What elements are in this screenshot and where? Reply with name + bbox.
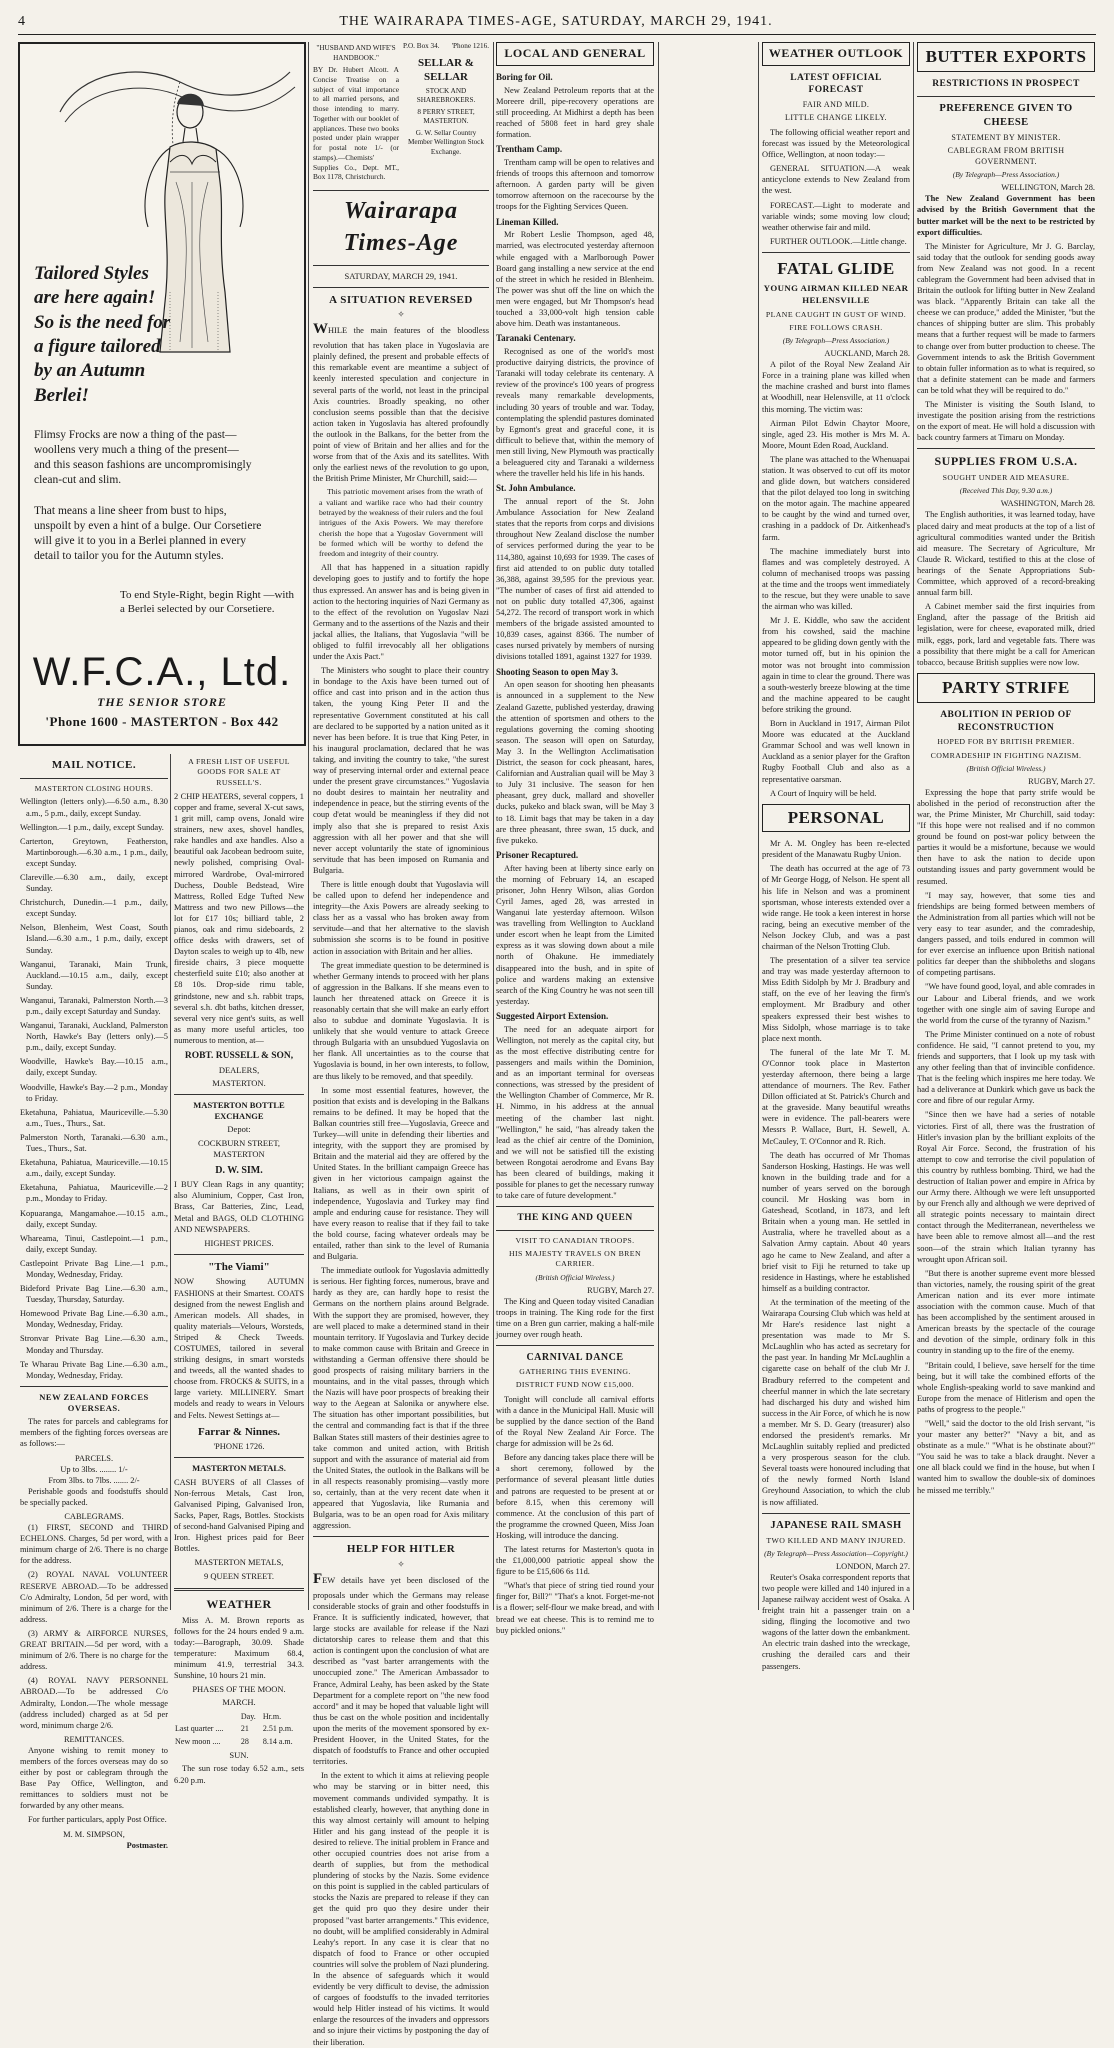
editorial-para: The immediate outlook for Yugoslavia admittedly is serious. Her fighting forces, numerous, brave and hardy as they are, can hardly hope to resist the Germans on the northern plains around Belgrade. With the support they are promised, however, they are well placed to make a determined stand in their mountain territory. If Yugoslavia and Turkey decide to make common cause with Britain and Greece in withstanding a German offensive there should be good prospects of raising military barriers in the mountains, and in the vital passes, through which the Nazis will have poor prospects of breaking their way to the Aegean at Salonika or anywhere else. The situation has other important possibilities, but the central and commanding fact is that if the three Balkan States still masters of their destinies agree to take common and united action, with British support and with the assurance of material aid from the United States, the outlook in the Balkans will be in all respects reasonably promising—vastly more so, certainly, than at the very recent date when it appeared that Yugoslavia, like Rumania and Bulgaria, was to be an open road for Axis military aggression. <box>313 1266 489 1531</box>
fg-dateline: AUCKLAND, March 28. <box>824 349 910 359</box>
local-item-heading: St. John Ambulance. <box>496 483 576 494</box>
handbook-ad <box>313 42 399 185</box>
local-item-heading: Suggested Airport Extension. <box>496 1010 609 1021</box>
viami-body: NOW Showing AUTUMN FASHIONS at their Smartest. COATS designed from the newest English and American models. All shades, in quality materials—Velours, Worsteds, Striped & Check Tweeds. COSTUMES, tailored in several striking designs, in smart worsteds and tweeds, all the wanted shades to choose from. FROCKS & SUITS, in a large variety. MILLINERY. Smart models and ready to wears in Velours and Felts. Newest Settings at— <box>174 1277 304 1420</box>
slogan-line: by an Autumn <box>34 360 146 382</box>
local-item-body: The need for an adequate airport for Wellington, not merely as the capital city, but as the most effective distributing centre for passengers and mails within the Dominion, and as an important terminal for overseas connections, was stressed by the president of the Wellington Chamber of Commerce, Mr R. H. Nimmo, in his address at the annual meeting of the chamber last night. "Wellington," he said, "has already taken the lead as the chief air centre of the Dominion, and we will not be satisfied till the existing between Rongotai aerodrome and Evans Bay has been cleared of buildings, making it possible for planes to get the necessary runway to take care of future development." <box>496 1024 654 1201</box>
king-queen-headline: THE KING AND QUEEN <box>517 1213 633 1224</box>
editorial-para: In some most essential features, however, the position that exists and is developing in the Balkans remains to be defined. It may be hoped that the Balkan countries still free—Yugoslavia, Greece and Turkey—will unite in defending their liberties and integrity, with the support they are promised by Britain and the material aid they are offered by the United States. In the brilliant campaign Greece has given in her victorious campaign against the Italians, as well as in their own spirit of independence, Yugoslavia and Turkey may find ample and enduring cause for resistance. They will have every reason to realise that if they fail to take the bold course, facing whatever ordeals may be entailed, rather than sink to the level of Rumania and Bulgaria. <box>313 1085 489 1262</box>
mail-schedule-item: Woodville, Hawke's Bay.—10.15 a.m., daily, except Sunday. <box>20 1057 168 1078</box>
personal-para: Mr A. M. Ongley has been re-elected president of the Manawatu Rugby Union. <box>762 839 910 860</box>
mail-schedule-item: Wellington (letters only).—6.50 a.m., 8.30 a.m., 5 p.m., daily, except Sunday. <box>20 797 168 818</box>
ad-copy: That means a line sheer from bust to hips, unspoilt by even a hint of a bulge. Our Corsetiere will give it to you in a Berlei planned in every detail to tailor you for the Autumn styles. <box>34 505 262 562</box>
fg-para: Airman Pilot Edwin Chaytor Moore, single, aged 23. His mother is Mrs M. A. Moore, Mount Eden Road, Auckland. <box>762 418 910 450</box>
mail-schedule-item: Homewood Private Bag Line.—6.30 a.m., Monday, Wednesday, Friday. <box>20 1309 168 1330</box>
mail-schedule-item: Bideford Private Bag Line.—6.30 a.m., Tuesday, Thursday, Saturday. <box>20 1284 168 1305</box>
column-rule <box>493 42 494 1610</box>
personal-headline: PERSONAL <box>762 804 910 832</box>
moon-month: MARCH. <box>222 1697 256 1708</box>
fatal-glide-headline: FATAL GLIDE <box>777 258 895 278</box>
su-para: A Cabinet member said the first inquiries from England, after the passage of the British aid legislation, were for cheese, evaporated milk, dried milk, eggs, pork, lard and vegetable fats. There was a possibility that there might be a call for American tobacco, because British supplies were now low. <box>917 602 1095 667</box>
mail-schedule-item: Nelson, Blenheim, West Coast, South Island.—6.30 a.m., 1 p.m., daily, except Sunday. <box>20 923 168 955</box>
personal-para: The presentation of a silver tea service and tray was made yesterday afternoon to Miss Edith Sidolph by Mr J. Bradbury and staff, on the eve of her leaving the firm's employment. Mr Bradbury and other speakers expressed their best wishes to Miss Sidolph, whose marriage is to take place next month. <box>762 956 910 1043</box>
mail-schedule-item: Clareville.—6.30 a.m., daily, except Sunday. <box>20 872 168 894</box>
slogan-line: Berlei! <box>34 384 89 406</box>
column-rule <box>308 42 309 1610</box>
mail-schedule-item: Palmerston North, Taranaki.—6.30 a.m., Tues., Thurs., Sat. <box>20 1132 168 1154</box>
postmaster-title: Postmaster. <box>126 1840 168 1850</box>
weather-report: Miss A. M. Brown reports as follows for the 24 hours ended 9 a.m. today:—Barograph, 30.09. Shade temperature: Maximum 68.4, minimum 41.9, terrestrial 34.3. Sunshine, 10 hours 21 min. <box>174 1615 304 1681</box>
ps-para: The Prime Minister continued on a note of robust confidence. He said, "I cannot pretend to you, my friends and supporters, that I look up my task with any other feeling than that of invincible confidence. That is the feeling which inspires me here today. We had a deliverance at Dunkirk which gave us back the core and fibre of our regular Army. <box>917 1029 1095 1106</box>
sellar-sub: STOCK AND SHAREBROKERS. <box>416 86 476 105</box>
parcels-title: PARCELS. <box>74 1453 114 1463</box>
phone-number: 'Phone 1216. <box>451 42 489 50</box>
bottle-body: I BUY Clean Rags in any quantity; also Aluminium, Copper, Cast Iron, Brass, Car Batteries, Zinc, Lead, Metal and BAGS, OLD CLOTHING AND NEWSPAPERS. <box>174 1180 304 1234</box>
be-para: The Minister for Agriculture, Mr J. G. Barclay, said today that the outlook for sending goods away from New Zealand was not good. In a recent cablegram the Government had been advised that in Britain the outlook for lifting butter in New Zealand was black. "Apparently Britain can take all the cheese we can produce," added the Minister, "but the chances of shipping butter are slim. This probably means that a further request will be made to farmers to change over from butter production to cheese. The Government intends to ask the British Government to obtain fuller information as to what is required, so that a definite statement can be made and farmers can be told what they will be required to do." <box>917 241 1095 395</box>
parcel-rate: Up to 3lbs. ........ 1/- <box>60 1464 128 1474</box>
cable-rate: (3) ARMY & AIRFORCE NURSES, GREAT BRITAIN.—5d per word, with a minimum of 2/6. There is no charge for the address. <box>20 1628 168 1672</box>
ps-sub: COMRADESHIP IN FIGHTING NAZISM. <box>930 750 1082 760</box>
carnival-headline: CARNIVAL DANCE <box>526 1352 624 1363</box>
local-item-body: Trentham camp will be open to relatives and friends of troops this afternoon and tomorrow afternoon. A garden party will be given tomorrow afternoon on the racecourse by the troops for the Fighting Services Queen. <box>496 158 654 212</box>
be-sub: PREFERENCE GIVEN TO CHEESE <box>939 102 1073 128</box>
kq-body: The King and Queen today visited Canadian troops in training. The King rode for the first time on a Bren gun carrier, making a half-mile journey over rough heath. <box>496 1296 654 1339</box>
store-tagline: THE SENIOR STORE <box>97 695 227 709</box>
fg-para: A pilot of the Royal New Zealand Air Force in a training plane was killed when the machine crashed and burst into flames at Woodhill, near Helensville, at 11 o'clock this morning. The victim was: <box>762 360 910 414</box>
wo-para: FURTHER OUTLOOK.—Little change. <box>770 236 907 246</box>
wo-sub: FAIR AND MILD. <box>802 99 870 109</box>
local-item-body: The annual report of the St. John Ambulance Association for New Zealand states that the reports from corps and divisions throughout New Zealand disclose the number of services performed during the year to be 114,380, against 10,693 for 1939. The cases of first aid attended to on public duty totalled 36,388, against 39,595 for the previous year. "The number of cases of first aid attended to not on public duty totalled 47,306, against 54,272. The record of transport work in which members of the brigade assisted amounted to 10,839 cases, against 8366. The number of cases nursed privately by members of nursing divisions totalled 1891, against 1327 for 1939. <box>496 497 654 662</box>
remit-text: For further particulars, apply Post Office. <box>28 1815 167 1825</box>
ps-para: "But there is another supreme event more blessed than victories, namely, the rousing spirit of the great American nation and its ever more intimate association with the common cause. Much of that has been accomplished by the sentiment aroused in American breasts by the spectacle of the courage and devotion of the simple, ordinary folk in this country in standing up to the fire of the enemy. <box>917 1268 1095 1356</box>
column-rule <box>170 754 171 1610</box>
fg-sub: YOUNG AIRMAN KILLED NEAR HELENSVILLE <box>763 283 909 305</box>
be-source: (By Telegraph—Press Association.) <box>952 170 1060 180</box>
handbook-title: "HUSBAND AND WIFE'S HANDBOOK." <box>316 44 396 62</box>
editorial-date: SATURDAY, MARCH 29, 1941. <box>344 270 458 281</box>
remit-text: Anyone wishing to remit money to members of the forces overseas may do so either by post or cablegram through the Base Pay Office, Wellington, and remittances to soldiers must not be forwarded by any other means. <box>20 1745 168 1811</box>
classifieds <box>174 754 304 1785</box>
local-item-heading: Trentham Camp. <box>496 144 563 155</box>
local-item-body: An open season for shooting hen pheasants is announced in a supplement to the New Zealand Gazette, published yesterday, drawing the attention of sportsmen and others to the regulations governing the coming shooting season. The season will open on Saturday, May 3. In the Wellington Acclimatisation District, the season for cock pheasant, hares, Californian and Australian quail will be May 3 to July 31 inclusive. The season for hen pheasant, grey duck, mallard and shoveller ducks, pukeko and black swan, will be May 3 to 18. Limit bags that may be taken in a day are three pheasant, three swan, 15 duck, and five pukeko. <box>496 680 654 845</box>
mail-schedule-item: Wanganui, Taranaki, Palmerston North.—3 p.m., daily except Saturday and Sunday. <box>20 995 168 1016</box>
wo-para: GENERAL SITUATION.—A weak anticyclone extends to New Zealand from the west. <box>762 164 910 196</box>
local-item-heading: Boring for Oil. <box>496 71 553 82</box>
local-item-body: After having been at liberty since early on the morning of February 14, an escaped prisoner, John Henry Wilson, alias Gordon Cyril James, aged 28, was arrested in Wanganui late yesterday afternoon. Wilson was travelling from Wellington to Auckland under escort when he leapt from the Limited express as it was slowing down about a mile north of Ohakune. He immediately disappeared into the bush, and in spite of police and wardens making an extensive search of the King Country he was not seen till yesterday. <box>496 863 654 1006</box>
jap-source: (By Telegraph—Press Association—Copyright.) <box>764 1548 908 1558</box>
hitler-para: In the extent to which it aims at relieving people who may be starving or in bitter need, this movement commands undivided sympathy. It is established clearly, however, that anything done in this way almost certainly will amount to helping Hitler and his gang instead of the people it is desired to relieve. The initial problem in France and other occupied countries does not arise from a dearth of supplies, but from the methodical plundering of stocks by the Nazis. Some evidence on this point is supplied in the cabled particulars of stocks the Nazis are prepared to release if they can get the quid pro quo they desire under their proposed "vast barter arrangements." This evidence, no doubt, will be amplified considerably in Admiral Leahy's report. In any case it is clear that no dispatch of food to France or other occupied countries will solve the problem of Nazi plundering. In the absence of safeguards which it would evidently be very difficult to devise, the admission of cargoes of foodstuffs to the invaded territories would help Hitler instead of his victims. It would enlarge the resources of the invaders and oppressors and so injure their victims by postponing the day of their liberation. <box>313 1771 489 2047</box>
fg-sub: FIRE FOLLOWS CRASH. <box>789 322 883 332</box>
editorial-para: The great immediate question to be determined is whether Germany intends to proceed with her plans of aggression in the Balkans. If she means even to launch her threatened attack on Greece it is reasonably certain that she will make an early effort also to subdue and dominate Yugoslavia. It is unlikely that she would venture to attack Greece through Bulgaria with an unsubdued Yugoslavia on her flank. All uncertainties as to the course that Yugoslavia is bound, in her own interests, to follow, are thus likely to be removed, and that speedily. <box>313 960 489 1081</box>
po-box: P.O. Box 34. <box>403 42 440 50</box>
su-dateline: WASHINGTON, March 28. <box>1000 499 1095 509</box>
be-lead: The New Zealand Government has been advised by the British Government that the butter market will be the next to be restricted by export difficulties. <box>917 194 1095 237</box>
sellar-member: G. W. Sellar Country Member Wellington Stock Exchange. <box>408 128 484 156</box>
cable-rate: (2) ROYAL NAVAL VOLUNTEER RESERVE ABROAD.—To be addressed C/o Admiralty, London, 5d per word, with minimum of 2/6. There is a charge for the address. <box>20 1570 168 1624</box>
personal-para: At the termination of the meeting of the Wairarapa Coursing Club which was held at Mr Hare's residence last night a presentation was made to Mr S. McLaughlin who has acted as secretary for the past year. In handing Mr McLaughlin a cigarette case on behalf of the club Mr J. Bradbury referred to the competent and cheerful manner in which the late secretary had discharged his duty and wished him success in the Air Force, of which he is now a member. Mr S. D. Geary (treasurer) also endorsed the president's remarks. Mr McLaughlin suitably replied and predicted a very prosperous season for the club. Several toasts were honoured including that of the newly formed North Island Greyhound Association, to which the club is now affiliated. <box>762 1297 910 1507</box>
column-rule <box>913 42 914 1610</box>
newspaper-masthead: Wairarapa Times-Age <box>343 198 459 256</box>
wo-sub: LATEST OFFICIAL FORECAST <box>790 72 882 96</box>
local-item-body: New Zealand Petroleum reports that at the Moreere drill, pipe-recovery operations are still proceeding. At Midhirst a depth has been reached of 5808 feet in hard grey shale formation. <box>496 85 654 140</box>
rail-smash-headline: JAPANESE RAIL SMASH <box>770 1519 902 1531</box>
ps-para: "Britain could, I believe, save herself for the time being, but it will take the combined efforts of the whole English-speaking world to save mankind and Europe from the menace of Hitlerism and open the paths of progress to the people." <box>917 1360 1095 1414</box>
jap-dateline: LONDON, March 27. <box>836 1561 910 1571</box>
personal-para: The death has occurred at the age of 73 of Mr George Hogg, of Nelson. He spent all his life in Nelson and was a prominent sportsman, whose interests extended over a wide range. He took a keen interest in horse racing, being an executive member of the Nelson Jockey Club, and was a past chairman of the Nelson Trotting Club. <box>762 864 910 951</box>
news-column <box>762 42 910 1671</box>
mail-schedule-item: Carterton, Greytown, Featherston, Martinborough.—6.30 a.m., 1 p.m., daily, except Sunday. <box>20 836 168 868</box>
mail-schedule-item: Whareama, Tinui, Castlepoint.—1 p.m., daily, except Sunday. <box>20 1233 168 1254</box>
be-sub: STATEMENT BY MINISTER. <box>951 132 1061 142</box>
ps-sub: ABOLITION IN PERIOD OF RECONSTRUCTION <box>940 710 1072 733</box>
ps-sub: HOPED FOR BY BRITISH PREMIER. <box>937 737 1075 747</box>
slogan-line: a figure tailored <box>34 335 161 357</box>
wo-para: FORECAST.—Light to moderate and variable winds; some moving low cloud; weather otherwise fair and mild. <box>762 200 910 232</box>
mail-schedule-item: Eketahuna, Pahiatua, Mauriceville.—10.15 a.m., daily, except Sunday. <box>20 1158 168 1179</box>
remit-title: REMITTANCES. <box>63 1734 125 1744</box>
running-masthead: THE WAIRARAPA TIMES-AGE, SATURDAY, MARCH 29, 1941. <box>339 14 773 29</box>
wo-para: The following official weather report and forecast was issued by the Meteorological Office, Wellington, at noon today:— <box>762 127 910 160</box>
cables-title: CABLEGRAMS. <box>64 1512 124 1521</box>
weather-outlook-headline: WEATHER OUTLOOK <box>762 42 910 66</box>
bottle-title: MASTERTON BOTTLE EXCHANGE <box>193 1099 285 1122</box>
firm-name: W.F.C.A., Ltd. <box>32 650 292 694</box>
ps-dateline: RUGBY, March 27. <box>1028 776 1095 786</box>
local-item-heading: Shooting Season to open May 3. <box>496 666 619 677</box>
ps-para: Expressing the hope that party strife would be abolished in the period of reconstruction after the war, the Prime Minister, Mr Churchill, said today: "If this hope were not realised and if no common ground be found on post-war policy between the parties it would be a misfortune, because we would then have to ask the nation to decide upon outstanding issues and party government would be resumed. <box>917 787 1095 886</box>
sun-times: The sun rose today 6.52 a.m., sets 6.20 p.m. <box>174 1764 304 1785</box>
handbook-body: BY Dr. Hubert Alcott. A Concise Treatise on a subject of vital importance to all married persons, and those intending to marry. Together with our booklet of appliances. These two books posted under plain wrapper for postal note 1/- (or stamps).—Chemists' Supplies Co., Dept. MT., Box 1178, Christchurch. <box>313 65 399 182</box>
russell-firm: ROBT. RUSSELL & SON, <box>184 1051 294 1061</box>
fg-source: (By Telegraph—Press Association.) <box>782 336 890 346</box>
weather-title: WEATHER <box>206 1596 272 1611</box>
mail-schedule-item: Eketahuna, Pahiatua, Mauriceville.—2 p.m., Monday to Friday. <box>20 1183 168 1204</box>
mail-schedule-item: Te Wharau Private Bag Line.—6.30 a.m., Monday, Wednesday, Friday. <box>20 1359 168 1380</box>
wo-sub: LITTLE CHANGE LIKELY. <box>785 113 887 123</box>
mail-schedule <box>20 796 168 1380</box>
fg-para: The machine immediately burst into flames and was completely destroyed. A column of mechanised troops was passing at the time and the troops went immediately to the rescue, but they were unable to save the airman who was killed. <box>762 546 910 612</box>
slogan-line: are here again! <box>34 287 156 309</box>
be-dateline: WELLINGTON, March 28. <box>1001 183 1095 193</box>
kq-sub: HIS MAJESTY TRAVELS ON BREN CARRIER. <box>509 1249 641 1269</box>
butter-headline: BUTTER EXPORTS <box>925 47 1087 66</box>
local-general-headline: LOCAL AND GENERAL <box>496 42 654 66</box>
postmaster-name: M. M. SIMPSON, <box>63 1829 125 1839</box>
local-items <box>496 72 654 1201</box>
right-column <box>917 42 1095 1610</box>
metals-name: MASTERTON METALS, <box>194 1557 284 1568</box>
moon-table: Day. Hr.m. Last quarter .... 21 2.51 p.m. New moon .... 28 8.14 a.m. <box>175 1711 294 1746</box>
metals-body: CASH BUYERS of all Classes of Non-ferrous Metals, Cast Iron, Galvanised Piping, Galvanised Iron, Sacks, Paper, Rags, Bottles. Stockists of second-hand Galvanised Piping and Iron. Highest prices paid for Beer Bottles. <box>174 1477 304 1554</box>
viami-title: "The Viami" <box>208 1260 270 1273</box>
ad-copy: To end Style-Right, begin Right —with a Berlei selected by our Corsetiere. <box>120 589 295 616</box>
mail-schedule-item: Stronvar Private Bag Line.—6.30 a.m., Monday and Thursday. <box>20 1334 168 1355</box>
mail-notice <box>20 754 168 1850</box>
cable-rate: (1) FIRST, SECOND and THIRD ECHELONS. Charges, 5d per word, with a minimum charge of 2/6. There is no charge for the address. <box>20 1523 168 1566</box>
editorial-para: All that has happened in a situation rapidly developing goes to justify and to fortify the hope thus expressed. An answer has and is being given in action to the hectoring inquiries of Nazi Germany as to the effect of the revolution on Yugoslav Nazi Germany and to the assertions of the Nazis and their jackal allies, the Italians, that Yugoslavia "will be obliged to fulfil irrevocably all her obligations under the Axis Pact." <box>313 563 489 662</box>
ps-joke: "Well," said the doctor to the old Irish servant, "is your master any better?" "Navy a bit, and as obstinate as a mule." "What is he obstinate about?" "You said he was to take a black draught. Never a one all black could we find in the house, but when I wanted him to swallow the double-six of dominoes he missed me terribly." <box>917 1418 1095 1495</box>
party-strife-headline: PARTY STRIFE <box>942 677 1070 697</box>
su-source: (Received This Day, 9.30 a.m.) <box>959 486 1053 496</box>
local-general-column <box>496 42 654 1635</box>
personal-para: The death has occurred of Mr Thomas Sanderson Hosking, Hastings. He was well known in the building trade and for a number of years served on the borough council. Mr Hosking was born in Gateshead, Scotland, in 1873, and left Britain when a young man. He settled in Australia, where he travelled about as a Salvation Army captain. About 40 years ago he came to New Zealand, and after a brief visit to Fiji he returned to take up residence in Hastings, where he established himself as a building contractor. <box>762 1150 910 1293</box>
bottle-owner: D. W. SIM. <box>215 1165 263 1177</box>
mail-schedule-item: Wanganui, Taranaki, Auckland, Palmerston North, Hawke's Bay (letters only).—5 p.m., daily, except Sunday. <box>20 1021 168 1053</box>
hitler-headline: HELP FOR HITLER <box>346 1543 456 1556</box>
be-sub: RESTRICTIONS IN PROSPECT <box>932 79 1080 90</box>
ps-para: "We have found good, loyal, and able comrades in our Labour and Liberal friends, and we work together with one single aim of saving Europe and the world from the curse of the tyranny of Nazism." <box>917 982 1095 1025</box>
carnival-joke: "What's that piece of string tied round your finger for, Bill?" "That's a knot. Forget-me-not is a flower; self-flour we make bread, and with bread we eat cheese. This is to remind me to buy pickled onions." <box>496 1581 654 1635</box>
carnival-sub: DISTRICT FUND NOW £15,000. <box>515 1380 635 1390</box>
hitler-para: FEW details have yet been disclosed of the proposals under which the Germans may release considerable stocks of grain and other foodstuffs in France. It is sufficiently indicated, however, that large stocks are available for release if the Nazi dictatorship cares to release them and that this action is contingent upon the conclusion of what are described as "vast barter arrangements with the unoccupied zone." The American Ambassador to France, Admiral Leahy, has been asked by the State Department for a complete report on "the new food accord" and it may be hoped that valuable light will thus be cast on the whole position and incidentally upon the merits of the movement sponsored by ex-President Hoover, in the United States, for the dispatch of foodstuffs to France and other occupied territories. <box>313 1571 489 1767</box>
kq-source: (British Official Wireless.) <box>535 1272 615 1282</box>
farrar-firm: Farrar & Ninnes. <box>198 1425 280 1438</box>
mail-schedule-item: Eketahuna, Pahiatua, Mauriceville.—5.30 a.m., Tues., Thurs., Sat. <box>20 1107 168 1128</box>
mail-schedule-item: Christchurch, Dunedin.—1 p.m., daily, except Sunday. <box>20 898 168 919</box>
be-para: The Minister is visiting the South Island, to investigate the position arising from the restrictions on the export of meat. He will hold a discussion with back country farmers at Timaru on Monday. <box>917 400 1095 443</box>
local-item-heading: Taranaki Centenary. <box>496 333 576 344</box>
fg-sub: PLANE CAUGHT IN GUST OF WIND. <box>765 309 907 319</box>
page-header <box>18 10 1096 35</box>
mail-schedule-item: Castlepoint Private Bag Line.—1 p.m., Monday, Wednesday, Friday. <box>20 1258 168 1279</box>
mail-schedule-item: Woodville, Hawke's Bay.—2 p.m., Monday to Friday. <box>20 1082 168 1103</box>
overseas-intro: The rates for parcels and cablegrams for members of the fighting forces overseas are as follows:— <box>20 1417 168 1449</box>
butter-headline-box <box>917 42 1095 72</box>
ps-para: "Since then we have had a series of notable victories. First of all, there was the frustration of Hitler's invasion plan by the brilliant exploits of the Royal Air Force. Second, the frustration of his attempt to cow and terrorise the civil population of this country by ruthless bombing. Third, we had the destruction of Italian power and empire in Africa by our Army there. Although we were left unsupported by our French ally and although we were deprived of all strategic points necessary to maintain direct contact through the Mediterranean, nevertheless we have been able to remove almost all—and the rest soon—of the strain which Italian tyranny has wrought upon African soil. <box>917 1110 1095 1264</box>
editorial-para: WHILE the main features of the bloodless revolution that has taken place in Yugoslavia are plainly defined, the present and probable effects of this remarkable event are meantime a subject of keenly interested speculation and conjecture in several parts of the world, not least in the principal Axis countries. Broadly speaking, no other conclusion seems possible than that the decisive action taken in Yugoslavia has altered profoundly the outlook in the Balkans, for the better from the point of view of Britain and her allies and for the worse from that of the Axis and its satellites. With only the earliest news of the revolution to go upon, the British Prime Minister, Mr Churchill, said:— <box>313 321 489 484</box>
fg-para: Mr J. E. Kiddle, who saw the accident from his cowshed, said the machine appeared to be gliding down gently with the motor turned off, but in his opinion the motor was not brought into commission again in time to clear the ground. There was a south-westerly breeze blowing at the time and the machine appeared to be caught before striking the ground. <box>762 616 910 714</box>
cable-rate: (4) ROYAL NAVY PERSONNEL ABROAD.—To be addressed C/o Admiralty, London.—The whole message (address included) charged as at 5d per word, minimum charge 2/6. <box>20 1676 168 1730</box>
kq-dateline: RUGBY, March 27. <box>587 1285 654 1295</box>
bottle-address: COCKBURN STREET, MASTERTON <box>197 1137 281 1159</box>
mail-schedule-item: Kopuaranga, Mangamahoe.—10.15 a.m., daily, except Sunday. <box>20 1208 168 1229</box>
local-item-body: Mr Robert Leslie Thompson, aged 48, married, was electrocuted yesterday afternoon while engaged with a Marlborough Power Board gang installing a new service at the end of the street in which he resided in Blenheim. The power was shut off the line on which the men were engaged, but Mr Thompson's head touched a 33,000-volt high tension cable above him. Death was instantaneous. <box>496 230 654 329</box>
fg-para: The plane was attached to the Whenuapai station. It was observed to cut off its motor and glide down, but watchers considered that the pilot delayed too long in switching on the motor again. The machine appeared to be caught by the wind and turned over, crashing in a paddock of Dr. Aitkenhead's farm. <box>762 454 910 542</box>
supplies-headline: SUPPLIES FROM U.S.A. <box>934 454 1078 469</box>
jap-body: Reuter's Osaka correspondent reports that two people were killed and 140 injured in a Japanese railway accident west of Osaka. A freight train hit a passenger train on a siding, flinging the locomotive and two wagons of the latter down the embankment. An electric train dashed into the wreckage, crushing the derailed cars and their passengers. <box>762 1572 910 1671</box>
editorial-headline: A SITUATION REVERSED <box>329 293 473 306</box>
kq-sub: VISIT TO CANADIAN TROOPS. <box>515 1235 635 1245</box>
sellar-address: 8 PERRY STREET, MASTERTON. <box>417 107 475 126</box>
farrar-phone: 'PHONE 1726. <box>213 1441 265 1452</box>
slogan-line: So is the need for <box>34 311 171 333</box>
mail-title: MAIL NOTICE. <box>51 759 137 771</box>
carnival-para: Tonight will conclude all carnival efforts with a dance in the Municipal Hall. Music will be supplied by the dance section of the Band of the Royal New Zealand Air Force. The charge for admission will be 2s 6d. <box>496 1394 654 1449</box>
editorial-column: "HUSBAND AND WIFE'S HANDBOOK." BY Dr. Hubert Alcott. A Concise Treatise on a subject of vital importance to all married persons, and those intending to marry. Together with our booklet of appliances. These two books posted under plain wrapper for postal note 1/- (or stamps).—Chemists' Supplies Co., Dept. MT., Box 1178, Christchurch. P.O. Box 34. 'Phone 1216. SELLAR & SELLAR STOCK AND SHAREBROKERS. 8 PERRY STREET, MASTERTON. G. W. Sellar Country Member Wellington Stock Exchange. Wairarapa Times-Age SATURDAY, MARCH 29, 1941. A SITUATION REVERSED ✧ WHILE the main features of the bloodless revolution that has taken place in Yugoslavia are plainly defined, the present and probable effects of this remarkable event are meantime a subject of keenly interested speculation and conjecture in several parts of the world, not least in the principal Axis countries. Broadly speaking, no other conclusion seems possible than that the decisive action taken in Yugoslavia has altered profoundly the outlook in the Balkans, for the better from the point of view of Britain and her allies and for the worse from that of the Axis and its satellites. With only the earliest news of the revolution to go upon, the British Prime Minister, Mr Churchill, said:— This patriotic movement arises from the wrath of a valiant and warlike race who had their country betrayed by the weakness of their rulers and the foul intrigues of the Axis Powers. We may therefore cherish the hope that a Yugoslav Government will be formed which will be worthy to defend the freedom and integrity of their country. All that has happened in a situation rapidly developing goes to justify and to fortify the hope thus expressed. An answer has and is being given in action to the hectoring inquiries of Nazi Germany as to the effect of the revolution on Yugoslav Nazi Germany and to the assertions of the Nazis and their jackal allies, the Italians, that Yugoslavia "will be obliged to fulfil irrevocably all her obligations under the Axis Pact." The Ministers who sought to place their country in bondage to the Axis have been turned out of office and cast into prison and in the action thus taken, the young King Peter II and the representative Government constituted at his call are declared to be supported by a nation united as it never has been before. It is true that King Peter, in his inaugural proclamation, declared that he was taking, and inviting the country to take, "the surest way of preserving internal order and external peace under the present grave circumstances." Yugoslavia no doubt desires to maintain her neutrality and independence in peace, but the stirring events of the coup d'etat would be meaningless if they did not imply also that she is prepared to resist Axis aggression with all her power and that she will never accept voluntarily the state of ignominious servitude that has been imposed on Rumania and Bulgaria. There is little enough doubt that Yugoslavia will be called upon to defend her independence and integrity—the Axis Powers are already seeking to class her as a vassal who has broken away from servitude—and that her alternative to the slavish submission she scorns is to be found in positive action in association with Britain and her allies. The great immediate question to be determined is whether Germany intends to proceed with her plans of aggression in the Balkans. If she means even to launch her threatened attack on Greece it is reasonably certain that she will make an early effort also to subdue and dominate Yugoslavia. It is unlikely that she would venture to attack Greece through Bulgaria with an unsubdued Yugoslavia on her flank. All uncertainties as to the course that Yugoslavia is bound, in her own interests, to follow, are thus likely to be removed, and that speedily. In some most essential features, however, the position that exists and is developing in the Balkans remains to be defined. It may be hoped that the Balkan countries still free—Yugoslavia, Greece and Turkey—will unite in defending their liberties and integrity, with the support they are promised by Britain and the material aid they are offered by the United States. In the brilliant campaign Greece has given in her victorious campaign against the Italians, as well as in their own spirit of independence, Yugoslavia and Turkey may find ample and enduring cause for resistance. They will have every reason to realise that if they fail to take the bold course, facing whatever ordeals may be entailed, rather than sink to the level of Rumania and Bulgaria. The immediate outlook for Yugoslavia admittedly is serious. Her fighting forces, numerous, brave and hardy as they are, can hardly hope to resist the Germans on the northern plains around Belgrade. With the support they are promised, however, they are well placed to make a determined stand in their mountain territory. If Yugoslavia and Turkey decide to make common cause with Britain and Greece in withstanding a German offensive there should be good prospects of raising military barriers in the mountains, and in the vital passes, through which the Nazis will have poor prospects of breaking their way to the Aegean at Salonika or anywhere else. The situation has other important possibilities, but the central and commanding fact is that if the three Balkan States still masters of their destinies agree to take common and united action, with British support and with the assurance of material aid from the United States, the outlook in the Balkans will be in all respects reasonably promising—vastly more so, certainly, than at the very recent date when it appeared that Yugoslavia, like Rumania and Bulgaria, was to be an open road for Axis military aggression. HELP FOR HITLER ✧ FEW details have yet been disclosed of the proposals under which the Germans may release considerable stocks of grain and other foodstuffs in France. It is sufficiently indicated, however, that large stocks are available for release if the Nazi dictatorship cares to release them and that this action is contingent upon the conclusion of what are described as "vast barter arrangements with the unoccupied zone." The American Ambassador to France, Admiral Leahy, has been asked by the State Department for a complete report on "the new food accord" and it may be hoped that valuable light will thus be cast on the whole position and incidentally upon the merits of the movement sponsored by ex-President Hoover, in the United States, for the dispatch of foodstuffs to France and other occupied territories. In the extent to which it aims at relieving people who may be starving or in bitter need, this movement commands undivided sympathy. It is established clearly, however, that anything done in this way almost certainly will amount to helping Hitler and his gang instead of the people it is desired to relieve. The initial problem in France and other occupied countries does not arise from a dearth of supplies, but from the methodical plundering of stocks by the Nazis. Some evidence on this point is supplied in the cabled particulars of stocks the Nazis are prepared to release if they can get the quid pro quo they desire under their proposed "vast barter arrangements." This evidence, no doubt, will be amplified considerably in Admiral Leahy's report. In any case it is clear that no dispatch of food to France or other occupied countries will solve the problem of Nazi plundering. In the absence of safeguards which it would evidently be very difficult to devise, the admission of cargoes of foodstuffs to the invaded territories would help Hitler instead of his victims. It would enlarge the resources of the invaders and oppressors and so injure their victims by postponing the day of their liberation. <box>313 42 489 2047</box>
russell-ad-title: A FRESH LIST OF USEFUL GOODS FOR SALE AT RUSSELL'S. <box>188 757 290 787</box>
local-item-body: Recognised as one of the world's most productive dairying districts, the province of Taranaki will today celebrate its centenary. A review of the province's 100 years of progress reveals many remarkable developments, including 30 years of trouble and war. Today, contemplating the splendid pastures dominated by Egmont's great and graceful cone, it is difficult to believe that, within the memory of men still living, New Plymouth was practically a beleaguered city and Taranaki a wilderness where the traveller held his life in his hands. <box>496 347 654 479</box>
parcels-note: Perishable goods and foodstuffs should be specially packed. <box>20 1486 168 1507</box>
parcel-rate: From 3lbs. to 7lbs. ....... 2/- <box>48 1475 140 1485</box>
fg-para: Born in Auckland in 1917, Airman Pilot Moore was educated at the Auckland Grammar School and was well known in Auckland as a senior player for the Grafton Rugby Football Club and also as a representative oarsman. <box>762 719 910 784</box>
fg-para: A Court of Inquiry will be held. <box>770 788 877 798</box>
carnival-para: The latest returns for Masterton's quota in the £1,000,000 patriotic appeal show the figure to be £15,606 6s 11d. <box>496 1544 654 1577</box>
editorial-quote: This patriotic movement arises from the wrath of a valiant and warlike race who had their country betrayed by the weakness of their rulers and the foul intrigues of the Axis Powers. We may therefore cherish the hope that a Yugoslav Government will be formed which will be worthy to defend the freedom and integrity of their country. <box>319 487 483 559</box>
column-rule <box>658 42 659 1610</box>
sellar-firm: SELLAR & SELLAR <box>418 56 474 84</box>
mail-schedule-item: Wanganui, Taranaki, Main Trunk, Auckland.—10.15 a.m., daily, except Sunday. <box>20 959 168 991</box>
su-sub: SOUGHT UNDER AID MEASURE. <box>942 473 1070 483</box>
sellar-ad <box>403 42 489 185</box>
slogan-line: Tailored Styles <box>34 263 149 284</box>
metals-address: 9 QUEEN STREET. <box>204 1570 274 1581</box>
store-contact: 'Phone 1600 - MASTERTON - Box 442 <box>45 714 279 729</box>
page-number: 4 <box>18 14 26 29</box>
personal-para: The funeral of the late Mr T. M. O'Connor took place in Masterton yesterday afternoon, there being a large attendance of mourners. The Rev. Father Dillon officiated at St. Patrick's Church and at the graveside. Many beautiful wreaths were in evidence. The pall-bearers were Messrs P. Wallace, Burt, H. Sewell, A. McCauley, T. O'Connor and R. Rich. <box>762 1047 910 1146</box>
editorial-para: There is little enough doubt that Yugoslavia will be called upon to defend her independence and integrity—the Axis Powers are already seeking to class her as a vassal who has broken away from servitude—and that her alternative to the slavish submission she scorns is to be found in positive action in association with Britain and her allies. <box>313 879 489 956</box>
su-para: The English authorities, it was learned today, have placed dairy and meat products at the top of a list of agricultural commodities wanted under the British aid measure. The Secretary of Agriculture, Mr Claude R. Wickard, testified to this at the close of hearings of the Senate Appropriations Sub-Committee, which approved of a record-breaking annual farm bill. <box>917 510 1095 598</box>
ad-slogan <box>34 262 194 408</box>
russell-ad-body: 2 CHIP HEATERS, several coppers, 1 copper and frame, several X-cut saws, 1 grit mill, camp ovens, Jonald wire strainers, new axes, shovel handles, rake handles and axe handles. Also a beautiful oak Jacobean bedroom suite, newly polished, comprising Oval-mirrored Wardrobe, Oval-mirrored Duchess, Double Bedstead, Wire Mattress, Rolled Edge Tufted New Mattress and two new Pillows—the lot for £17 10s; billiard table, 2 pianos, oak and rimu sideboards, 2 office desks with drawers, set of Dayton scales to weigh up to 4lb, new fireside chairs, 3 piece moquette chesterfield suite £10; also another at £8 10s. Drop-side rimu table, grindstone, new and s.h. rabbit traps, several s.h. dbt baths, kitchen dresser, several very nice gent's suits, as well as many more useful articles, too numerous to mention, at— <box>174 791 304 1045</box>
russell-town: MASTERTON. <box>212 1077 266 1088</box>
column-rule <box>758 42 759 1610</box>
editorial-para: The Ministers who sought to place their country in bondage to the Axis have been turned out of office and cast into prison and in the action thus taken, the young King Peter II and the representative Government constituted at his call are declared to be supported by a nation united as it never has been before. It is true that King Peter, in his inaugural proclamation, declared that he was taking, and inviting the country to take, "the surest way of preserving internal order and external peace under the present grave circumstances." Yugoslavia no doubt desires to maintain her neutrality and independence in peace, but the stirring events of the coup d'etat would be meaningless if they did not imply also that she is prepared to resist Axis aggression with all her power and that she will never accept voluntarily the state of ignominious servitude that has been imposed on Rumania and Bulgaria. <box>313 666 489 875</box>
mail-subtitle: MASTERTON CLOSING HOURS. <box>34 783 154 793</box>
carnival-sub: GATHERING THIS EVENING. <box>519 1367 631 1377</box>
be-sub: CABLEGRAM FROM BRITISH GOVERNMENT. <box>947 146 1065 166</box>
ad-copy: Flimsy Frocks are now a thing of the past—woollens very much a thing of the present—and this season fashions are uncompromisingly clean-cut and slim. <box>34 429 252 486</box>
bottle-depot: Depot: <box>227 1124 251 1135</box>
jap-sub: TWO KILLED AND MANY INJURED. <box>766 1535 906 1545</box>
ad-firm-block <box>18 648 306 746</box>
metals-title: MASTERTON METALS. <box>192 1463 286 1474</box>
carnival-para: Before any dancing takes place there will be a short ceremony, followed by the performance of several pleasant little duties and patrons are requested to be present at or before 8.15, when this ceremony will commence. At the conclusion of this part of the programme the crowned Queen, Miss Joan Hosking, will introduce the dancing. <box>496 1453 654 1540</box>
ps-source: (British Official Wireless.) <box>966 763 1046 773</box>
local-item-heading: Prisoner Recaptured. <box>496 849 579 860</box>
berlei-advertisement <box>18 42 306 652</box>
bottle-price: HIGHEST PRICES. <box>204 1237 274 1248</box>
sun-title: SUN. <box>229 1750 249 1761</box>
overseas-title: NEW ZEALAND FORCES OVERSEAS. <box>39 1391 149 1414</box>
russell-sub: DEALERS, <box>218 1064 260 1075</box>
party-headline-box <box>917 673 1095 703</box>
local-item-heading: Lineman Killed. <box>496 216 559 227</box>
ps-para: "I may say, however, that some ties and friendships are being formed between members of the Administration from all parties which will not be very easy to tear asunder, and the comradeship, dangers passed, and toils endured in common will for ever exercise an influence upon British national politics far deeper than the shibboleths and slogans of competing partisans. <box>917 890 1095 978</box>
mail-schedule-item: Wellington.—1 p.m., daily, except Sunday. <box>20 822 164 832</box>
moon-title: PHASES OF THE MOON. <box>192 1684 286 1695</box>
